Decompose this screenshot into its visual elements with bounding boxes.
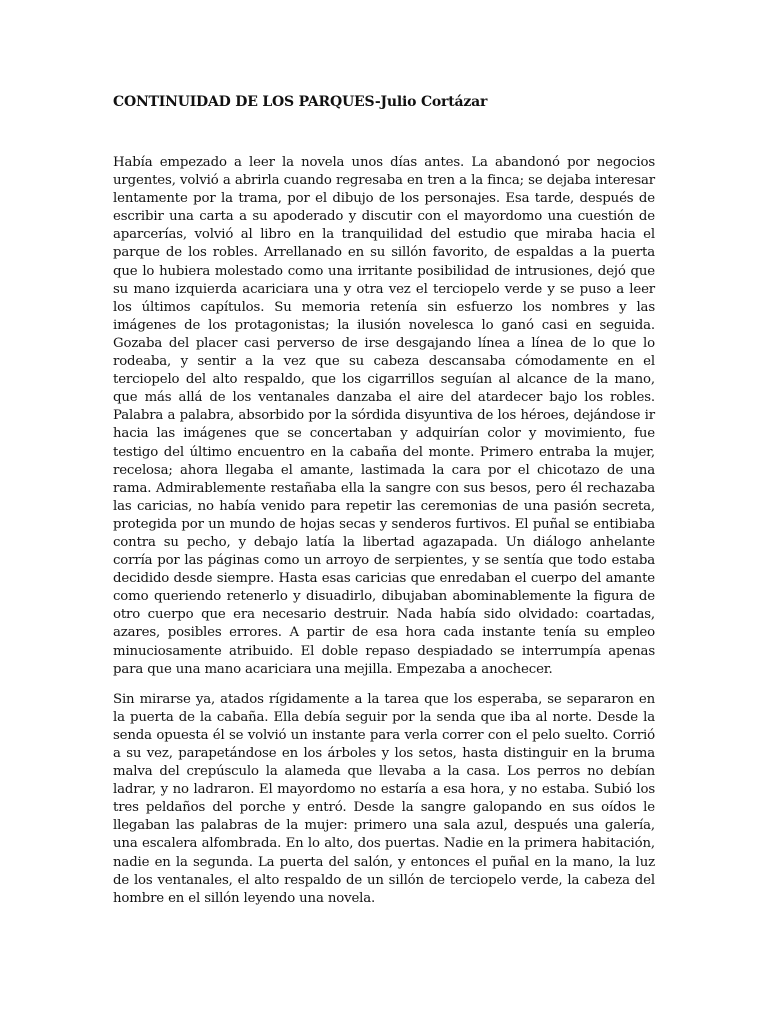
paragraph-2: Sin mirarse ya, atados rígidamente a la tarea que los esperaba, se separaron en la puerta de la cabaña. Ella debía seguir por la senda que iba al norte. Desde la senda opuesta él se volvió un instante para verla correr con el pelo suelto. Corrió a su vez, parapetándose en los árboles y los setos, hasta distinguir en la bruma malva del crepúsculo la alameda que llevaba a la casa. Los perros no debían ladrar, y no ladraron. El mayordomo no estaría a esa hora, y no estaba. Subió los tres peldaños del porche y entró. Desde la sangre galopando en sus oídos le llegaban las palabras de la mujer: primero una sala azul, después una galería, una escalera alfombrada. En lo alto, dos puertas. Nadie en la primera habitación, nadie en la segunda. La puerta del salón, y entonces el puñal en la mano, la luz de los ventanales, el alto respaldo de un sillón de terciopelo verde, la cabeza del hombre en el sillón leyendo una novela.	[113, 691, 655, 906]
paragraph-1: Había empezado a leer la novela unos días antes. La abandonó por negocios urgentes, volvió a abrirla cuando regresaba en tren a la finca; se dejaba interesar lentamente por la trama, por el dibujo de los personajes. Esa tarde, después de escribir una carta a su apoderado y discutir con el mayordomo una cuestión de aparcerías, volvió al libro en la tranquilidad del estudio que miraba hacia el parque de los robles. Arrellanado en su sillón favorito, de espaldas a la puerta que lo hubiera molestado como una irritante posibilidad de intrusiones, dejó que su mano izquierda acariciara una y otra vez el terciopelo verde y se puso a leer los últimos capítulos. Su memoria retenía sin esfuerzo los nombres y las imágenes de los protagonistas; la ilusión novelesca lo ganó casi en seguida. Gozaba del placer casi perverso de irse desgajando línea a línea de lo que lo rodeaba, y sentir a la vez que su cabeza descansaba cómodamente en el terciopelo del alto respaldo, que los cigarrillos seguían al alcance de la mano, que más allá de los ventanales danzaba el aire del atardecer bajo los robles. Palabra a palabra, absorbido por la sórdida disyuntiva de los héroes, dejándose ir hacia las imágenes que se concertaban y adquirían color y movimiento, fue testigo del último encuentro en la cabaña del monte. Primero entraba la mujer, recelosa; ahora llegaba el amante, lastimada la cara por el chicotazo de una rama. Admirablemente restañaba ella la sangre con sus besos, pero él rechazaba las caricias, no había venido para repetir las ceremonias de una pasión secreta, protegida por un mundo de hojas secas y senderos furtivos. El puñal se entibiaba contra su pecho, y debajo latía la libertad agazapada. Un diálogo anhelante corría por las páginas como un arroyo de serpientes, y se sentía que todo estaba decidido desde siempre. Hasta esas caricias que enredaban el cuerpo del amante como queriendo retenerlo y disuadirlo, dibujaban abominablemente la figura de otro cuerpo que era necesario destruir. Nada había sido olvidado: coartadas, azares, posibles errores. A partir de esa hora cada instante tenía su empleo minuciosamente atribuido. El doble repaso despiadado se interrumpía apenas para que una mano acariciara una mejilla. Empezaba a anochecer.	[113, 155, 655, 677]
document-body	[113, 154, 655, 908]
document-title: CONTINUIDAD DE LOS PARQUES-Julio Cortázar	[113, 94, 488, 110]
